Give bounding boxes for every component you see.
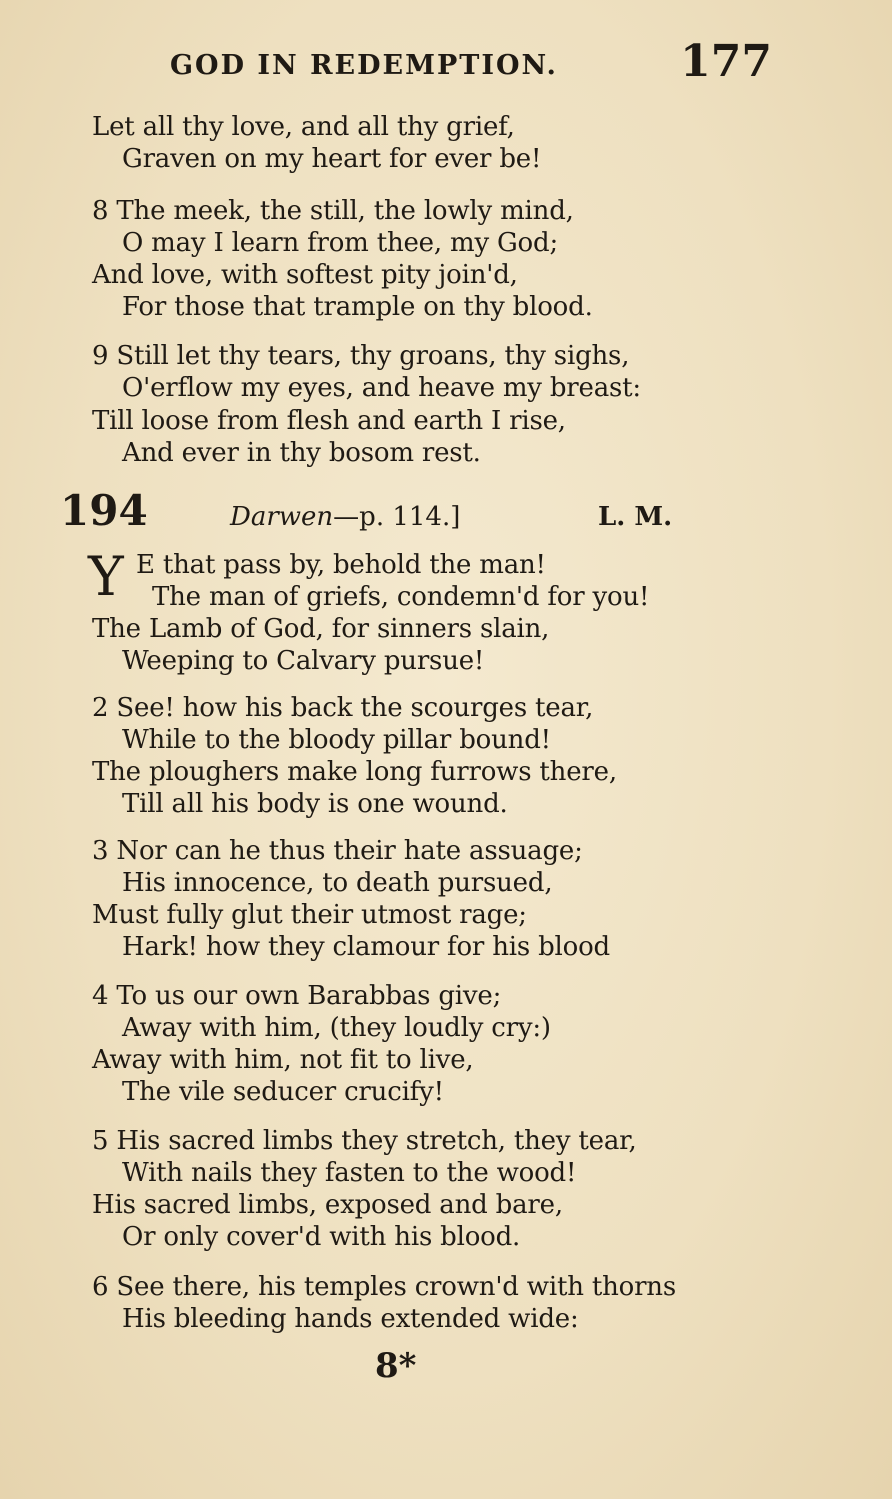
verse-line: 8 The meek, the still, the lowly mind, — [92, 196, 574, 226]
verse-line: With nails they fasten to the wood! — [122, 1158, 577, 1188]
verse-line: O'erflow my eyes, and heave my breast: — [122, 373, 641, 403]
verse-line: Away with him, not fit to live, — [92, 1045, 474, 1075]
verse-line: And love, with softest pity join'd, — [92, 260, 518, 290]
verse-line: His sacred limbs, exposed and bare, — [92, 1190, 563, 1220]
verse-line: The man of griefs, condemn'd for you! — [152, 582, 650, 612]
verse-line: Away with him, (they loudly cry:) — [122, 1013, 551, 1043]
verse-line: His innocence, to death pursued, — [122, 868, 553, 898]
verse-line: The vile seducer crucify! — [122, 1077, 444, 1107]
drop-cap: Y — [88, 545, 124, 608]
verse-line: The ploughers make long furrows there, — [92, 757, 617, 787]
running-title: GOD IN REDEMPTION. — [170, 50, 558, 81]
verse-line: 2 See! how his back the scourges tear, — [92, 693, 594, 723]
verse-line: Let all thy love, and all thy grief, — [92, 112, 515, 142]
verse-line: For those that trample on thy blood. — [122, 292, 593, 322]
verse-line: Till all his body is one wound. — [122, 789, 508, 819]
signature-mark: 8* — [375, 1346, 417, 1386]
verse-line: 5 His sacred limbs they stretch, they tear, — [92, 1126, 637, 1156]
verse-line: Hark! how they clamour for his blood — [122, 932, 610, 962]
verse-line: 6 See there, his temples crown'd with thorns — [92, 1272, 676, 1302]
verse-line: Till loose from flesh and earth I rise, — [92, 406, 566, 436]
verse-line: And ever in thy bosom rest. — [122, 438, 481, 468]
verse-line: 4 To us our own Barabbas give; — [92, 981, 502, 1011]
tune-name: Darwen — [230, 502, 334, 532]
hymn-number: 194 — [60, 486, 148, 535]
tune-reference — [230, 502, 460, 532]
page-number: 177 — [680, 36, 772, 87]
meter: L. M. — [598, 502, 673, 532]
tune-page-ref: —p. 114.] — [333, 502, 461, 532]
page-header — [170, 36, 780, 90]
verse-line: Graven on my heart for ever be! — [122, 144, 542, 174]
verse-line: Weeping to Calvary pursue! — [122, 646, 485, 676]
verse-line: While to the bloody pillar bound! — [122, 725, 551, 755]
verse-line: 3 Nor can he thus their hate assuage; — [92, 836, 583, 866]
verse-line: 9 Still let thy tears, thy groans, thy sighs, — [92, 341, 630, 371]
verse-line: E that pass by, behold the man! — [136, 550, 546, 580]
verse-line: Must fully glut their utmost rage; — [92, 900, 527, 930]
verse-line: Or only cover'd with his blood. — [122, 1222, 521, 1252]
verse-line: The Lamb of God, for sinners slain, — [92, 614, 550, 644]
verse-line: His bleeding hands extended wide: — [122, 1304, 579, 1334]
verse-line: O may I learn from thee, my God; — [122, 228, 559, 258]
